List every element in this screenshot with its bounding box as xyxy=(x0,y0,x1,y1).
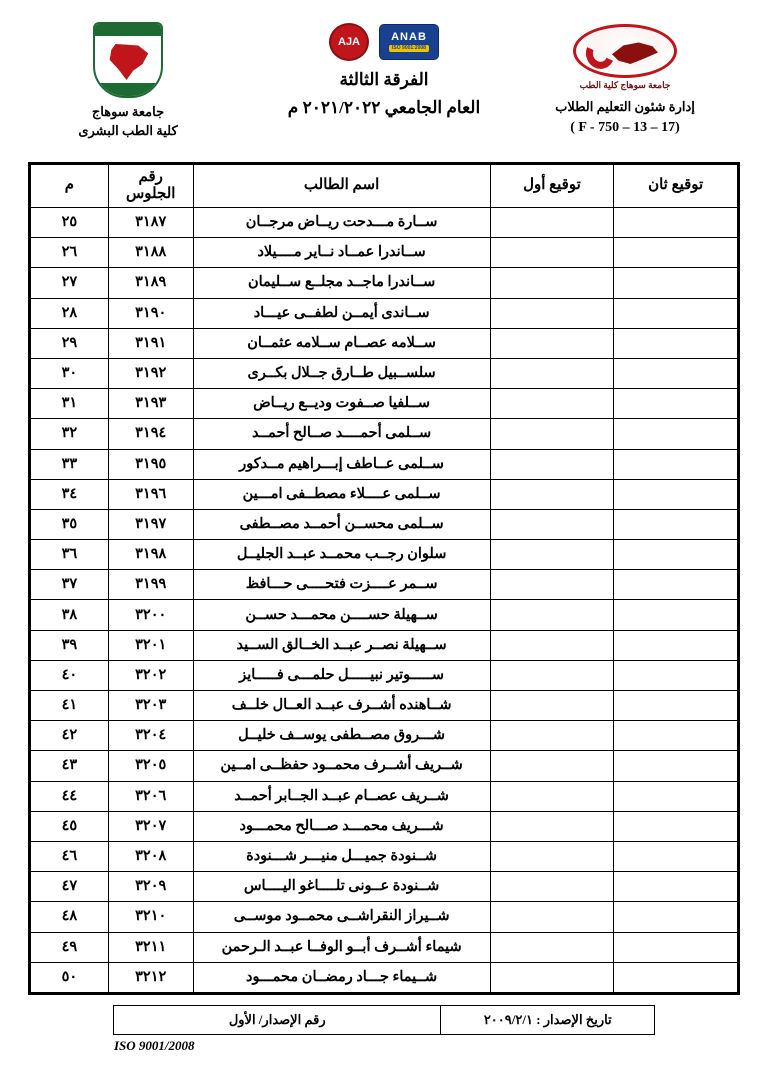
cell-index: ٣٧ xyxy=(31,570,109,600)
cell-second-signature[interactable] xyxy=(614,691,738,721)
cell-first-signature[interactable] xyxy=(490,328,614,358)
cell-second-signature[interactable] xyxy=(614,902,738,932)
header-right-block xyxy=(28,22,228,139)
aja-badge-title: AJA xyxy=(338,36,361,48)
table-row xyxy=(31,540,738,570)
col-header-student-name: اسم الطالب xyxy=(193,165,490,208)
cell-index: ٤١ xyxy=(31,691,109,721)
cell-seat-number: ٣١٩٥ xyxy=(108,449,193,479)
table-row xyxy=(31,449,738,479)
anab-badge-title: ANAB xyxy=(391,31,427,43)
cell-student-name: ســلمى عــــلاء مصطــفى امـــين xyxy=(193,479,490,509)
cell-first-signature[interactable] xyxy=(490,268,614,298)
red-emblem-caption: جامعة سوهاج كلية الطب xyxy=(579,80,671,90)
cell-index: ٣٤ xyxy=(31,479,109,509)
cell-index: ٤٢ xyxy=(31,721,109,751)
university-shield-icon xyxy=(93,22,163,98)
cell-student-name: سلوان رجــب محمــد عبــد الجليــل xyxy=(193,540,490,570)
cell-student-name: شـــروق مصــطفى يوســف خليــل xyxy=(193,721,490,751)
cell-first-signature[interactable] xyxy=(490,208,614,238)
cell-first-signature[interactable] xyxy=(490,389,614,419)
footer-table xyxy=(28,1005,740,1035)
cell-seat-number: ٣١٩٦ xyxy=(108,479,193,509)
cell-seat-number: ٣٢٠٨ xyxy=(108,841,193,871)
cell-student-name: ســاندى أيمــن لطفــى عيـــاد xyxy=(193,298,490,328)
cell-seat-number: ٣٢١١ xyxy=(108,932,193,962)
cell-student-name: ســلمى محســن أحمــد مصــطفى xyxy=(193,509,490,539)
cell-second-signature[interactable] xyxy=(614,208,738,238)
cell-seat-number: ٣١٨٩ xyxy=(108,268,193,298)
faculty-name-label: كلية الطب البشرى xyxy=(78,123,178,138)
cell-student-name: شــيماء جـــاد رمضــان محمـــود xyxy=(193,962,490,992)
aja-badge-icon xyxy=(329,23,369,61)
col-header-first-signature: توقيع أول xyxy=(490,165,614,208)
table-row xyxy=(31,932,738,962)
table-row xyxy=(31,691,738,721)
cell-seat-number: ٣٢١٢ xyxy=(108,962,193,992)
cell-second-signature[interactable] xyxy=(614,630,738,660)
table-row xyxy=(31,238,738,268)
cell-first-signature[interactable] xyxy=(490,358,614,388)
table-header-row xyxy=(31,165,738,208)
cell-second-signature[interactable] xyxy=(614,932,738,962)
cell-seat-number: ٣٢١٠ xyxy=(108,902,193,932)
table-row xyxy=(31,419,738,449)
cell-second-signature[interactable] xyxy=(614,841,738,871)
cell-second-signature[interactable] xyxy=(614,962,738,992)
cell-seat-number: ٣٢٠٩ xyxy=(108,872,193,902)
students-table xyxy=(30,164,738,993)
cell-student-name: شــاهنده أشــرف عبــد العــال خلــف xyxy=(193,691,490,721)
cell-student-name: ســلمى أحمــــد صــالح أحمــد xyxy=(193,419,490,449)
cell-seat-number: ٣١٩٧ xyxy=(108,509,193,539)
cell-index: ٣٨ xyxy=(31,600,109,630)
cell-student-name: شيماء أشــرف أبــو الوفــا عبــد الـرحمن xyxy=(193,932,490,962)
table-row xyxy=(31,751,738,781)
cell-seat-number: ٣١٩٨ xyxy=(108,540,193,570)
col-header-seat-number xyxy=(108,165,193,208)
cell-first-signature[interactable] xyxy=(490,419,614,449)
table-row xyxy=(31,389,738,419)
cell-first-signature[interactable] xyxy=(490,570,614,600)
table-row xyxy=(31,841,738,871)
cell-first-signature[interactable] xyxy=(490,932,614,962)
cell-first-signature[interactable] xyxy=(490,630,614,660)
cell-second-signature[interactable] xyxy=(614,660,738,690)
header-left-block xyxy=(510,22,740,136)
cell-index: ٣٠ xyxy=(31,358,109,388)
table-row xyxy=(31,358,738,388)
cell-first-signature[interactable] xyxy=(490,721,614,751)
form-code-label: ( F - 750 – 13 – 17) xyxy=(570,120,680,135)
cell-seat-number: ٣١٩٣ xyxy=(108,389,193,419)
cell-index: ٢٧ xyxy=(31,268,109,298)
cell-index: ٣٢ xyxy=(31,419,109,449)
issue-date-cell: تاريخ الإصدار : ٢٠٠٩/٢/١ xyxy=(441,1005,655,1034)
cell-second-signature[interactable] xyxy=(614,751,738,781)
table-row xyxy=(31,600,738,630)
cell-index: ٢٨ xyxy=(31,298,109,328)
cell-index: ٣٣ xyxy=(31,449,109,479)
table-row xyxy=(31,902,738,932)
cell-student-name: ســـــوتير نبيـــــل حلمـــى فـــــايز xyxy=(193,660,490,690)
header-center-block xyxy=(234,22,534,118)
document-footer xyxy=(28,1005,740,1054)
cell-student-name: شــريف أشــرف محمــود حفظــى امــين xyxy=(193,751,490,781)
cell-second-signature[interactable] xyxy=(614,600,738,630)
cell-seat-number: ٣٢٠٢ xyxy=(108,660,193,690)
table-row xyxy=(31,570,738,600)
cell-second-signature[interactable] xyxy=(614,781,738,811)
cell-first-signature[interactable] xyxy=(490,449,614,479)
cell-first-signature[interactable] xyxy=(490,962,614,992)
cell-index: ٢٦ xyxy=(31,238,109,268)
table-row xyxy=(31,509,738,539)
cell-index: ٤٩ xyxy=(31,932,109,962)
cell-second-signature[interactable] xyxy=(614,479,738,509)
cell-student-name: ســهيلة حســــن محمـــد حســن xyxy=(193,600,490,630)
students-table-frame xyxy=(28,162,740,995)
anab-badge-subtitle: ISO 9001:2008 xyxy=(389,45,429,52)
cell-second-signature[interactable] xyxy=(614,389,738,419)
cell-first-signature[interactable] xyxy=(490,872,614,902)
cell-index: ٤٧ xyxy=(31,872,109,902)
cell-seat-number: ٣١٩٩ xyxy=(108,570,193,600)
cell-second-signature[interactable] xyxy=(614,358,738,388)
table-row xyxy=(31,962,738,992)
cell-index: ٢٩ xyxy=(31,328,109,358)
cell-seat-number: ٣٢٠٦ xyxy=(108,781,193,811)
cell-first-signature[interactable] xyxy=(490,781,614,811)
cell-seat-number: ٣١٨٨ xyxy=(108,238,193,268)
table-row xyxy=(31,208,738,238)
sohag-university-red-emblem-icon xyxy=(566,22,684,84)
cell-student-name: شــنودة جميـــل منيـــر شـــنودة xyxy=(193,841,490,871)
cell-first-signature[interactable] xyxy=(490,479,614,509)
university-name-label: جامعة سوهاج xyxy=(91,104,165,119)
seat-header-line1: رقم xyxy=(138,168,163,185)
col-header-index: م xyxy=(31,165,109,208)
cell-first-signature[interactable] xyxy=(490,841,614,871)
cell-student-name: ســاندرا عمــاد نــاير مــــيلاد xyxy=(193,238,490,268)
cell-student-name: شــيراز النقراشــى محمــود موســى xyxy=(193,902,490,932)
cell-student-name: سلســبيل طــارق جــلال بكــرى xyxy=(193,358,490,388)
table-row xyxy=(31,630,738,660)
cell-first-signature[interactable] xyxy=(490,540,614,570)
cell-seat-number: ٣٢٠١ xyxy=(108,630,193,660)
cell-index: ٢٥ xyxy=(31,208,109,238)
iso-certification-label: ISO 9001/2008 xyxy=(114,1037,195,1053)
cell-second-signature[interactable] xyxy=(614,509,738,539)
accreditation-badges xyxy=(234,22,534,62)
cell-index: ٤٥ xyxy=(31,811,109,841)
cell-index: ٣٥ xyxy=(31,509,109,539)
cell-seat-number: ٣١٩٤ xyxy=(108,419,193,449)
page-title: الفرقة الثالثة xyxy=(339,70,429,89)
cell-index: ٤٤ xyxy=(31,781,109,811)
cell-student-name: ســمر عــــزت فتحــــى حـــافظ xyxy=(193,570,490,600)
cell-index: ٤٣ xyxy=(31,751,109,781)
cell-second-signature[interactable] xyxy=(614,238,738,268)
cell-second-signature[interactable] xyxy=(614,811,738,841)
cell-first-signature[interactable] xyxy=(490,298,614,328)
cell-student-name: ســارة مـــدحت ريــاض مرجــان xyxy=(193,208,490,238)
table-row xyxy=(31,872,738,902)
cell-second-signature[interactable] xyxy=(614,328,738,358)
table-row xyxy=(31,268,738,298)
table-row xyxy=(31,479,738,509)
cell-seat-number: ٣١٩١ xyxy=(108,328,193,358)
cell-seat-number: ٣١٩٠ xyxy=(108,298,193,328)
cell-first-signature[interactable] xyxy=(490,660,614,690)
cell-seat-number: ٣٢٠٧ xyxy=(108,811,193,841)
cell-student-name: ســلمى عــاطف إبـــراهيم مــدكور xyxy=(193,449,490,479)
cell-second-signature[interactable] xyxy=(614,721,738,751)
cell-first-signature[interactable] xyxy=(490,238,614,268)
cell-second-signature[interactable] xyxy=(614,570,738,600)
cell-first-signature[interactable] xyxy=(490,811,614,841)
cell-index: ٣١ xyxy=(31,389,109,419)
cell-index: ٤٨ xyxy=(31,902,109,932)
cell-first-signature[interactable] xyxy=(490,509,614,539)
student-affairs-label: إدارة شئون التعليم الطلاب xyxy=(555,99,695,114)
cell-first-signature[interactable] xyxy=(490,751,614,781)
students-table-body xyxy=(31,208,738,993)
col-header-second-signature: توقيع ثان xyxy=(614,165,738,208)
cell-seat-number: ٣٢٠٣ xyxy=(108,691,193,721)
cell-student-name: ســلامه عصــام ســلامه عثمــان xyxy=(193,328,490,358)
cell-seat-number: ٣٢٠٤ xyxy=(108,721,193,751)
cell-first-signature[interactable] xyxy=(490,691,614,721)
cell-first-signature[interactable] xyxy=(490,600,614,630)
table-row xyxy=(31,660,738,690)
cell-seat-number: ٣٢٠٠ xyxy=(108,600,193,630)
cell-second-signature[interactable] xyxy=(614,872,738,902)
cell-second-signature[interactable] xyxy=(614,268,738,298)
cell-second-signature[interactable] xyxy=(614,449,738,479)
table-row xyxy=(31,298,738,328)
cell-first-signature[interactable] xyxy=(490,902,614,932)
cell-second-signature[interactable] xyxy=(614,298,738,328)
cell-student-name: ســاندرا ماجــد مجلــع ســليمان xyxy=(193,268,490,298)
cell-index: ٣٦ xyxy=(31,540,109,570)
cell-seat-number: ٣١٨٧ xyxy=(108,208,193,238)
cell-seat-number: ٣٢٠٥ xyxy=(108,751,193,781)
cell-index: ٤٦ xyxy=(31,841,109,871)
cell-index: ٤٠ xyxy=(31,660,109,690)
cell-index: ٥٠ xyxy=(31,962,109,992)
cell-seat-number: ٣١٩٢ xyxy=(108,358,193,388)
table-row xyxy=(31,781,738,811)
academic-year-label: العام الجامعي ٢٠٢١/٢٠٢٢ م xyxy=(287,98,481,117)
cell-second-signature[interactable] xyxy=(614,419,738,449)
cell-student-name: ســلفيا صــفوت وديــع ريــاض xyxy=(193,389,490,419)
cell-index: ٣٩ xyxy=(31,630,109,660)
cell-student-name: شـــريف محمـــد صـــالح محمـــود xyxy=(193,811,490,841)
cell-student-name: ســهيلة نصــر عبــد الخــالق الســيد xyxy=(193,630,490,660)
issue-number-cell: رقم الإصدار/ الأول xyxy=(113,1005,441,1034)
document-header xyxy=(28,22,740,162)
table-row xyxy=(31,721,738,751)
anab-badge-icon xyxy=(379,24,439,60)
cell-student-name: شــنودة عــونى تلــــاغو اليــــاس xyxy=(193,872,490,902)
table-row xyxy=(31,328,738,358)
cell-second-signature[interactable] xyxy=(614,540,738,570)
table-row xyxy=(31,811,738,841)
cell-student-name: شــريف عصــام عبــد الجــابر أحمــد xyxy=(193,781,490,811)
seat-header-line2: الجلوس xyxy=(125,186,176,202)
